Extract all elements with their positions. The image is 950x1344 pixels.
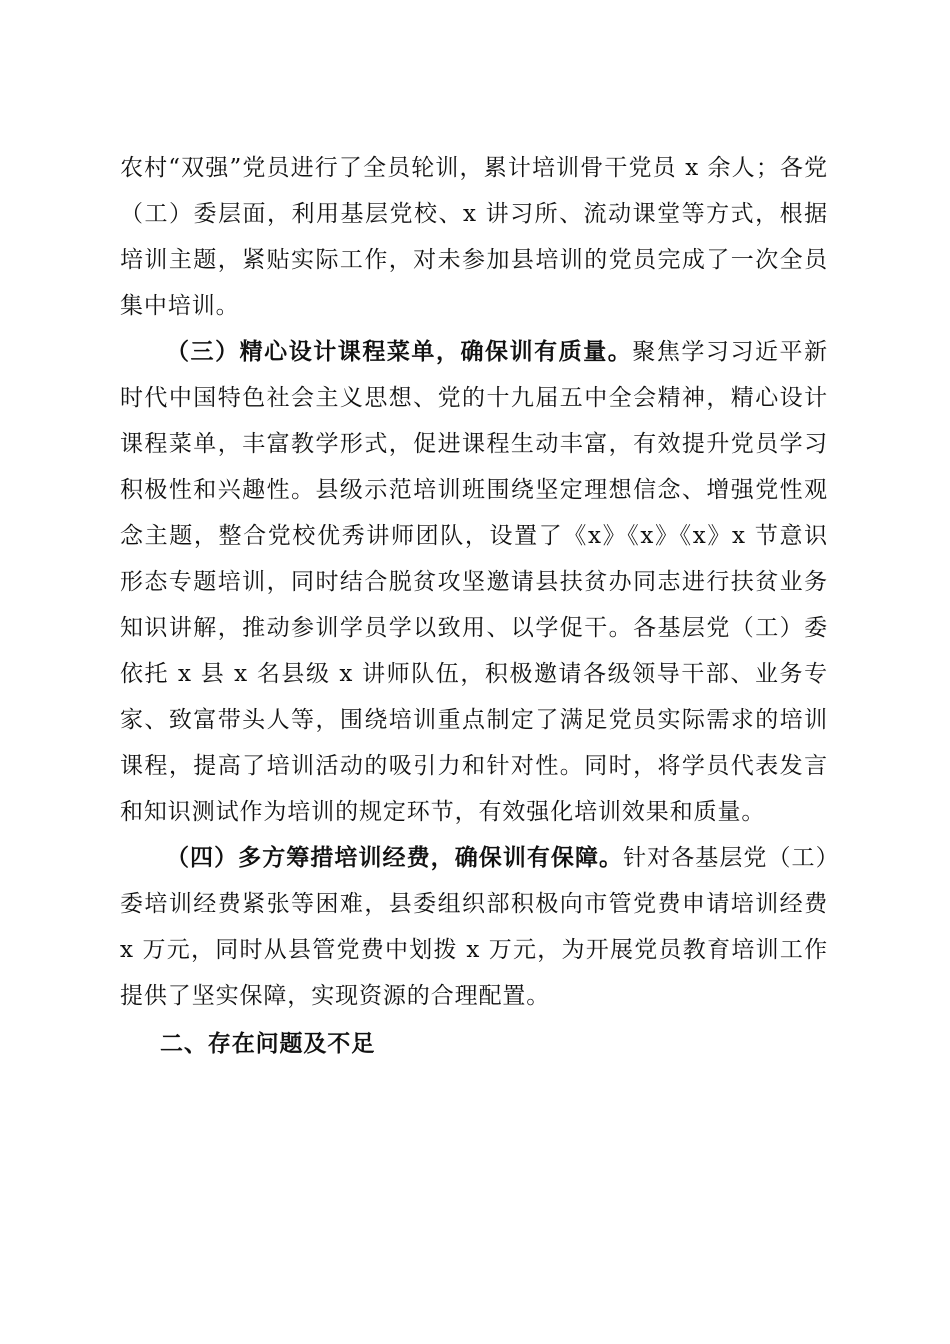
paragraph-text: 聚焦学习习近平新时代中国特色社会主义思想、党的十九届五中全会精神，精心设计课程菜单，丰富教学形式，促进课程生动丰富，有效提升党员学习积极性和兴趣性。县级示范培训班围绕坚定理想信念、增强党性观念主题，整合党校优秀讲师团队，设置了《x》《x》《x》x 节意识形态专题培训，同时结合脱贫攻坚邀请县扶贫办同志进行扶贫业务知识讲解，推动参训学员学以致用、以学促干。各基层党（工）委依托 x 县 x 名县级 x 讲师队伍，积极邀请各级领导干部、业务专家、致富带头人等，围绕培训重点制定了满足党员实际需求的培训课程，提高了培训活动的吸引力和针对性。同时，将学员代表发言和知识测试作为培训的规定环节，有效强化培训效果和质量。: [120, 339, 828, 825]
section-heading: 二、存在问题及不足: [160, 1031, 376, 1057]
paragraph-continued: [120, 145, 828, 329]
paragraph-lead-heading: （三）精心设计课程菜单，确保训有质量。: [166, 338, 633, 365]
document-body: [120, 145, 828, 1067]
paragraph-lead-heading: （四）多方筹措培训经费，确保训有保障。: [166, 844, 624, 871]
paragraph-funding: [120, 835, 828, 1019]
paragraph-course-design: [120, 329, 828, 835]
paragraph-text: 针对各基层党（工）委培训经费紧张等困难，县委组织部积极向市管党费申请培训经费 x 万元，同时从县管党费中划拨 x 万元，为开展党员教育培训工作提供了坚实保障，实现资源的合理配置。: [120, 845, 828, 1009]
paragraph-text: 农村“双强”党员进行了全员轮训，累计培训骨干党员 x 余人；各党（工）委层面，利用基层党校、x 讲习所、流动课堂等方式，根据培训主题，紧贴实际工作，对未参加县培训的党员完成了一次全员集中培训。: [120, 155, 828, 319]
